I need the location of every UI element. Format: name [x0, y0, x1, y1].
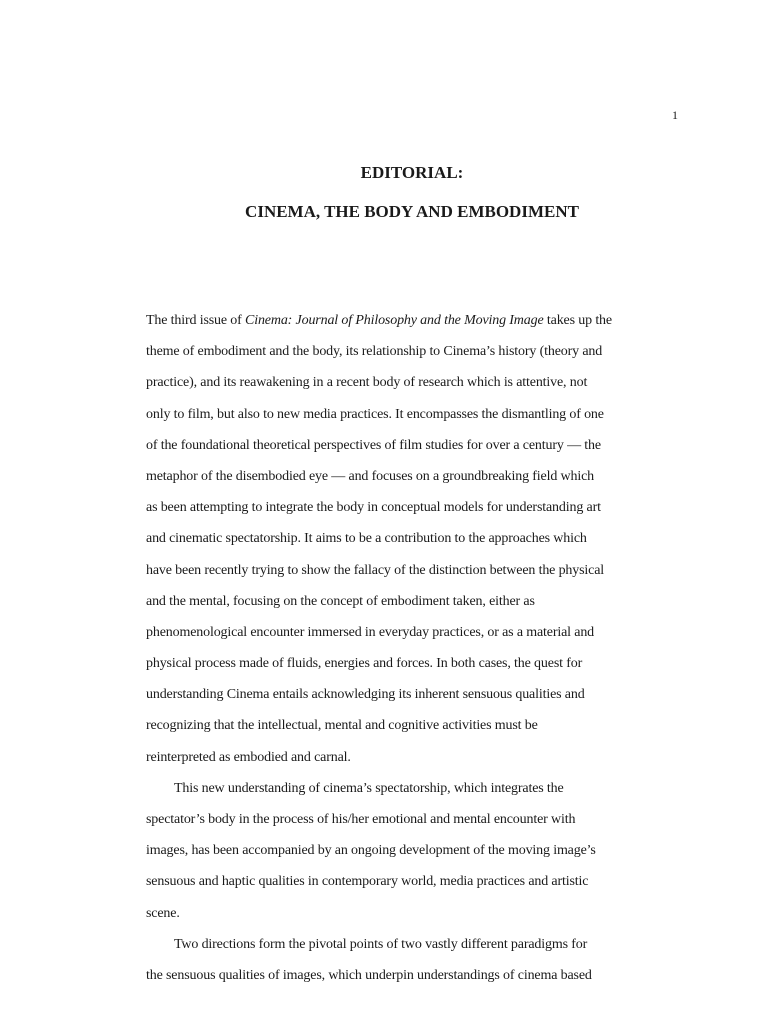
text-line — [146, 305, 686, 336]
text-line: physical process made of fluids, energies and forces. In both cases, the quest for — [146, 656, 583, 672]
text-run: The third issue of — [146, 313, 246, 328]
text-line: theme of embodiment and the body, its relationship to Cinema’s history (theory and — [146, 344, 603, 360]
paragraph-3 — [146, 929, 686, 991]
paragraph-2 — [146, 773, 686, 929]
text-line: the sensuous qualities of images, which underpin understandings of cinema based — [146, 967, 592, 983]
text-line: reinterpreted as embodied and carnal. — [146, 749, 351, 765]
text-line: understanding Cinema entails acknowledging its inherent sensuous qualities and — [146, 687, 585, 703]
editorial-heading: EDITORIAL: — [360, 163, 464, 182]
text-line: recognizing that the intellectual, mental and cognitive activities must be — [146, 718, 538, 734]
page-number: 1 — [672, 108, 678, 122]
text-line: as been attempting to integrate the body in conceptual models for understanding art — [146, 500, 601, 516]
text-line: This new understanding of cinema’s spectatorship, which integrates the — [174, 780, 564, 796]
text-line: metaphor of the disembodied eye — and focuses on a groundbreaking field which — [146, 468, 594, 484]
text-line: scene. — [146, 905, 180, 921]
paragraph-1 — [146, 305, 686, 773]
text-line: spectator’s body in the process of his/her emotional and mental encounter with — [146, 812, 576, 827]
text-line: of the foundational theoretical perspectives of film studies for over a century — the — [146, 437, 601, 453]
text-line: and the mental, focusing on the concept of embodiment taken, either as — [146, 593, 535, 609]
text-line: practice), and its reawakening in a recent body of research which is attentive, not — [146, 375, 588, 391]
journal-title: Cinema: Journal of Philosophy and the Moving Image — [245, 313, 544, 328]
body-text — [146, 305, 686, 991]
text-line: only to film, but also to new media practices. It encompasses the dismantling of one — [146, 406, 604, 422]
text-line: Two directions form the pivotal points of two vastly different paradigms for — [174, 936, 588, 952]
text-line: images, has been accompanied by an ongoing development of the moving image’s — [146, 843, 596, 859]
article-title: CINEMA, THE BODY AND EMBODIMENT — [245, 202, 579, 221]
text-line: sensuous and haptic qualities in contemporary world, media practices and artistic — [146, 874, 589, 890]
text-line: and cinematic spectatorship. It aims to be a contribution to the approaches which — [146, 531, 587, 547]
text-run: takes up the — [543, 313, 612, 328]
text-line: phenomenological encounter immersed in everyday practices, or as a material and — [146, 624, 595, 640]
text-line: have been recently trying to show the fallacy of the distinction between the physical — [146, 562, 605, 578]
